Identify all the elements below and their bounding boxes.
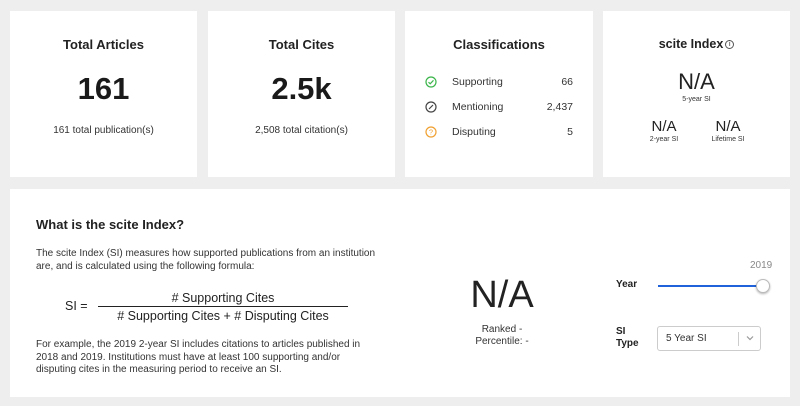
classification-label: Supporting (452, 76, 503, 88)
year-slider-value: 2019 (750, 260, 773, 271)
total-articles-card (10, 11, 197, 177)
classification-value: 66 (561, 76, 573, 88)
formula-numerator: # Supporting Cites (171, 291, 275, 305)
si-type-label: SI Type (616, 326, 639, 349)
year-slider-handle[interactable] (756, 279, 770, 293)
svg-text:?: ? (428, 127, 434, 137)
scite-index-explainer-panel (10, 189, 790, 397)
formula-fraction-bar (98, 306, 348, 307)
formula-denominator: # Supporting Cites + # Disputing Cites (117, 309, 329, 323)
total-articles-subtitle: 161 total publication(s) (53, 125, 154, 136)
si-formula (65, 289, 365, 325)
select-divider (738, 332, 739, 346)
year-label: Year (616, 279, 638, 290)
chevron-down-icon[interactable] (744, 332, 756, 344)
five-year-si-label: 5-year SI (682, 96, 711, 103)
si-type-selected-value: 5 Year SI (666, 333, 707, 344)
check-circle-icon (425, 76, 437, 88)
explainer-example: For example, the 2019 2-year SI includes citations to articles published in 2018 and 2019. Institutions must have at least 100 supporting and/or disputing cites in the measuring period to receive an SI. (36, 339, 361, 375)
total-articles-value: 161 (77, 71, 130, 106)
two-year-si-value: N/A (651, 118, 677, 135)
classification-row-supporting[interactable] (425, 75, 573, 91)
classification-value: 2,437 (546, 101, 573, 113)
explainer-title: What is the scite Index? (36, 217, 185, 232)
explainer-intro: The scite Index (SI) measures how supported publications from an institution are, and is calculated using the following formula: (36, 248, 376, 272)
scite-index-card (603, 11, 790, 177)
total-cites-title: Total Cites (268, 37, 335, 52)
total-cites-card (208, 11, 395, 177)
classifications-title: Classifications (453, 37, 545, 52)
classification-label: Disputing (452, 126, 496, 138)
year-slider-track[interactable] (658, 285, 766, 287)
classification-row-mentioning[interactable] (425, 100, 573, 116)
info-icon[interactable]: i (725, 40, 734, 49)
lifetime-si (698, 118, 758, 143)
two-year-si-label: 2-year SI (649, 136, 679, 143)
total-cites-value: 2.5k (271, 71, 332, 106)
total-cites-subtitle: 2,508 total citation(s) (255, 125, 348, 136)
si-result-value: N/A (470, 274, 534, 316)
formula-lhs: SI = (65, 299, 88, 313)
scite-index-heading (603, 37, 790, 51)
si-type-select[interactable] (657, 326, 761, 351)
total-articles-title: Total Articles (63, 37, 144, 52)
lifetime-si-label: Lifetime SI (711, 136, 745, 143)
question-circle-icon (425, 126, 437, 138)
ranked-label: Ranked - (481, 324, 523, 335)
scite-index-title: scite Index (658, 37, 724, 51)
si-rank (452, 324, 552, 348)
classifications-card (405, 11, 593, 177)
lifetime-si-value: N/A (715, 118, 741, 135)
classification-value: 5 (567, 126, 573, 138)
classification-row-disputing[interactable] (425, 125, 573, 141)
slash-circle-icon (425, 101, 437, 113)
five-year-si-value: N/A (678, 69, 715, 94)
percentile-label: Percentile: - (475, 336, 529, 347)
two-year-si (634, 118, 694, 143)
classification-label: Mentioning (452, 101, 504, 113)
